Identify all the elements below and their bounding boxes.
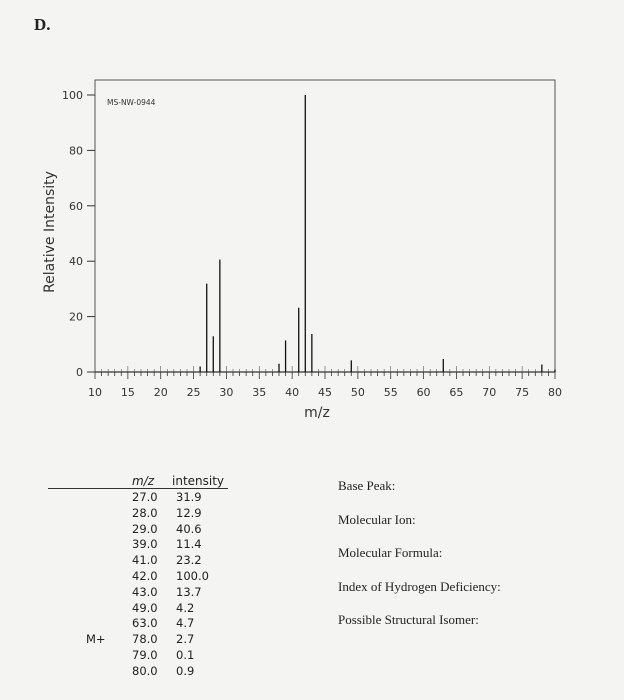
chart-title: MS-NW-0944 bbox=[107, 98, 156, 107]
y-axis-label: Relative Intensity bbox=[42, 171, 58, 293]
y-tick-label: 40 bbox=[69, 255, 83, 269]
table-cell-intensity: 2.7 bbox=[176, 632, 195, 647]
table-cell-intensity: 11.4 bbox=[176, 537, 202, 552]
table-row bbox=[48, 553, 230, 568]
x-tick-label: 15 bbox=[120, 386, 135, 399]
table-row bbox=[48, 632, 230, 647]
table-cell-mz: 42.0 bbox=[132, 569, 158, 583]
table-cell-mz: 27.0 bbox=[132, 490, 158, 504]
table-cell-intensity: 4.2 bbox=[176, 600, 195, 615]
table-cell-mz: 78.0 bbox=[132, 632, 158, 647]
y-tick-label: 20 bbox=[69, 310, 83, 324]
table-cell-intensity: 0.9 bbox=[176, 663, 195, 678]
x-tick-label: 55 bbox=[383, 386, 398, 399]
x-tick-label: 80 bbox=[548, 386, 562, 399]
question-ihd: Index of Hydrogen Deficiency: bbox=[338, 579, 501, 594]
table-cell-mz: 39.0 bbox=[132, 537, 158, 552]
table-cell-mz: 29.0 bbox=[132, 521, 158, 536]
x-tick-label: 20 bbox=[153, 386, 168, 399]
question-base-peak: Base Peak: bbox=[338, 478, 396, 493]
table-cell-mz: 79.0 bbox=[132, 648, 158, 662]
x-tick-label: 45 bbox=[318, 386, 332, 399]
table-cell-intensity: 40.6 bbox=[176, 521, 202, 536]
table-row bbox=[48, 664, 230, 679]
y-tick-label: 80 bbox=[69, 144, 83, 158]
x-axis-label: m/z bbox=[304, 405, 330, 421]
table-row bbox=[48, 616, 230, 631]
table-row bbox=[48, 569, 230, 584]
x-tick-label: 65 bbox=[449, 386, 464, 399]
table-row bbox=[48, 490, 230, 505]
table-cell-mz: 28.0 bbox=[132, 505, 158, 520]
table-row bbox=[48, 522, 230, 537]
question-structural-isomer: Possible Structural Isomer: bbox=[338, 612, 479, 627]
table-cell-mz: 63.0 bbox=[132, 616, 158, 631]
table-header-intensity: intensity bbox=[172, 474, 225, 488]
plot-frame bbox=[95, 80, 555, 372]
table-cell-intensity: 12.9 bbox=[176, 505, 202, 520]
table-cell-intensity: 23.2 bbox=[176, 553, 202, 568]
y-tick-label: 100 bbox=[62, 89, 83, 102]
table-cell-mz: 80.0 bbox=[132, 663, 158, 678]
x-tick-label: 60 bbox=[416, 386, 431, 399]
problem-label: D. bbox=[34, 15, 51, 34]
table-cell-mz: 49.0 bbox=[132, 600, 158, 615]
x-tick-label: 50 bbox=[350, 386, 365, 399]
table-row bbox=[48, 506, 230, 521]
table-header-rule bbox=[48, 488, 228, 489]
table-row bbox=[48, 648, 230, 663]
table-header-mz: m/z bbox=[132, 474, 155, 488]
table-cell-mz: 41.0 bbox=[132, 553, 158, 568]
x-tick-label: 25 bbox=[186, 386, 201, 399]
question-molecular-formula: Molecular Formula: bbox=[338, 545, 443, 560]
table-cell-mz: 43.0 bbox=[132, 584, 158, 599]
table-cell-intensity: 13.7 bbox=[176, 584, 202, 599]
x-tick-label: 70 bbox=[482, 386, 497, 399]
table-row bbox=[48, 537, 230, 552]
x-tick-label: 30 bbox=[219, 386, 234, 399]
x-tick-label: 75 bbox=[515, 386, 530, 399]
table-row bbox=[48, 601, 230, 616]
y-tick-label: 60 bbox=[69, 199, 83, 213]
table-cell-intensity: 31.9 bbox=[176, 490, 202, 504]
table-cell-intensity: 4.7 bbox=[176, 616, 195, 631]
table-cell-intensity: 100.0 bbox=[176, 569, 209, 583]
x-tick-label: 10 bbox=[88, 386, 102, 399]
question-molecular-ion: Molecular Ion: bbox=[338, 512, 416, 527]
table-cell-tag: M+ bbox=[86, 632, 106, 647]
y-tick-label: 0 bbox=[76, 366, 83, 379]
x-tick-label: 35 bbox=[252, 386, 267, 399]
table-row bbox=[48, 585, 230, 600]
table-cell-intensity: 0.1 bbox=[176, 648, 195, 662]
x-tick-label: 40 bbox=[285, 386, 300, 399]
